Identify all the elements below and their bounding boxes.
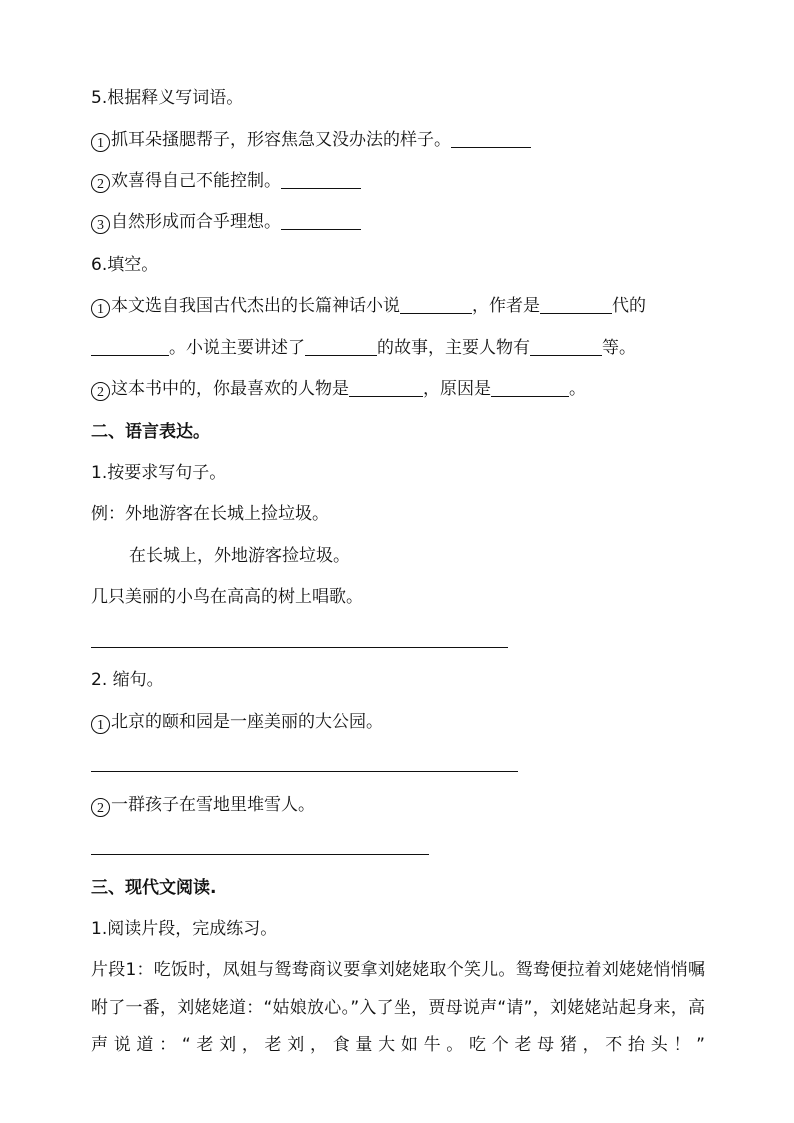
circled-number: 2 <box>91 798 110 817</box>
q6-text: ，原因是 <box>423 379 491 399</box>
example-line-2: 在长城上，外地游客捡垃圾。 <box>129 546 350 566</box>
passage-paragraph: 片段1：吃饭时，凤姐与鸳鸯商议要拿刘姥姥取个笑儿。鸳鸯便拉着刘姥姥悄悄嘱咐了一番，刘姥姥道：“姑娘放心。”入了坐，贾母说声“请”，刘姥姥站起身来，高声说道：“老刘，老刘，食量大如牛。吃个老母猪，不抬头！” <box>91 960 705 1055</box>
answer-blank[interactable] <box>281 211 361 230</box>
circled-number: 2 <box>91 174 110 193</box>
s2-q1-title: 1.按要求写句子。 <box>91 463 227 483</box>
answer-line[interactable] <box>91 771 518 772</box>
answer-blank[interactable] <box>91 337 169 356</box>
answer-blank[interactable] <box>349 378 423 397</box>
answer-blank[interactable] <box>305 337 377 356</box>
s2-q1-sentence: 几只美丽的小鸟在高高的树上唱歌。 <box>91 587 363 607</box>
q6-item-2 <box>91 377 586 401</box>
section-2-title: 二、语言表达。 <box>91 422 210 442</box>
q6-item-1-line-1 <box>91 294 646 318</box>
s3-q1-title: 1.阅读片段，完成练习。 <box>91 919 278 939</box>
q5-item-2-text: 欢喜得自己不能控制。 <box>111 171 281 191</box>
answer-blank[interactable] <box>530 337 602 356</box>
s2-q2-item-1-text: 北京的颐和园是一座美丽的大公园。 <box>111 712 383 732</box>
q5-item-1 <box>91 128 531 152</box>
answer-line[interactable] <box>91 647 508 648</box>
q5-item-1-text: 抓耳朵搔腮帮子，形容焦急又没办法的样子。 <box>111 130 451 150</box>
s2-q2-item-2 <box>91 793 315 817</box>
circled-number: 1 <box>91 715 110 734</box>
answer-blank[interactable] <box>491 378 569 397</box>
q5-title: 5.根据释义写词语。 <box>91 88 244 108</box>
q5-item-3-text: 自然形成而合乎理想。 <box>111 212 281 232</box>
q6-text: 等。 <box>602 338 636 358</box>
example-line-1: 例：外地游客在长城上捡垃圾。 <box>91 504 329 524</box>
circled-number: 1 <box>91 299 110 318</box>
s2-q2-title: 2. 缩句。 <box>91 670 164 690</box>
circled-number: 2 <box>91 382 110 401</box>
s2-q2-item-1 <box>91 710 383 734</box>
q6-title: 6.填空。 <box>91 255 159 275</box>
answer-blank[interactable] <box>540 295 612 314</box>
answer-blank[interactable] <box>451 129 531 148</box>
circled-number: 1 <box>91 133 110 152</box>
answer-blank[interactable] <box>281 170 361 189</box>
q6-text: ，作者是 <box>472 296 540 316</box>
q6-text: 的故事，主要人物有 <box>377 338 530 358</box>
circled-number: 3 <box>91 215 110 234</box>
q6-text: 。小说主要讲述了 <box>169 338 305 358</box>
s2-q2-item-2-text: 一群孩子在雪地里堆雪人。 <box>111 795 315 815</box>
q6-text: 这本书中的，你最喜欢的人物是 <box>111 379 349 399</box>
q5-item-3 <box>91 210 361 234</box>
q6-text: 。 <box>569 379 586 399</box>
q5-item-2 <box>91 169 361 193</box>
section-3-title: 三、现代文阅读. <box>91 878 217 898</box>
q6-text: 本文选自我国古代杰出的长篇神话小说 <box>111 296 400 316</box>
q6-item-1-line-2 <box>91 336 636 360</box>
answer-line[interactable] <box>91 854 429 855</box>
answer-blank[interactable] <box>400 295 472 314</box>
q6-text: 代的 <box>612 296 646 316</box>
